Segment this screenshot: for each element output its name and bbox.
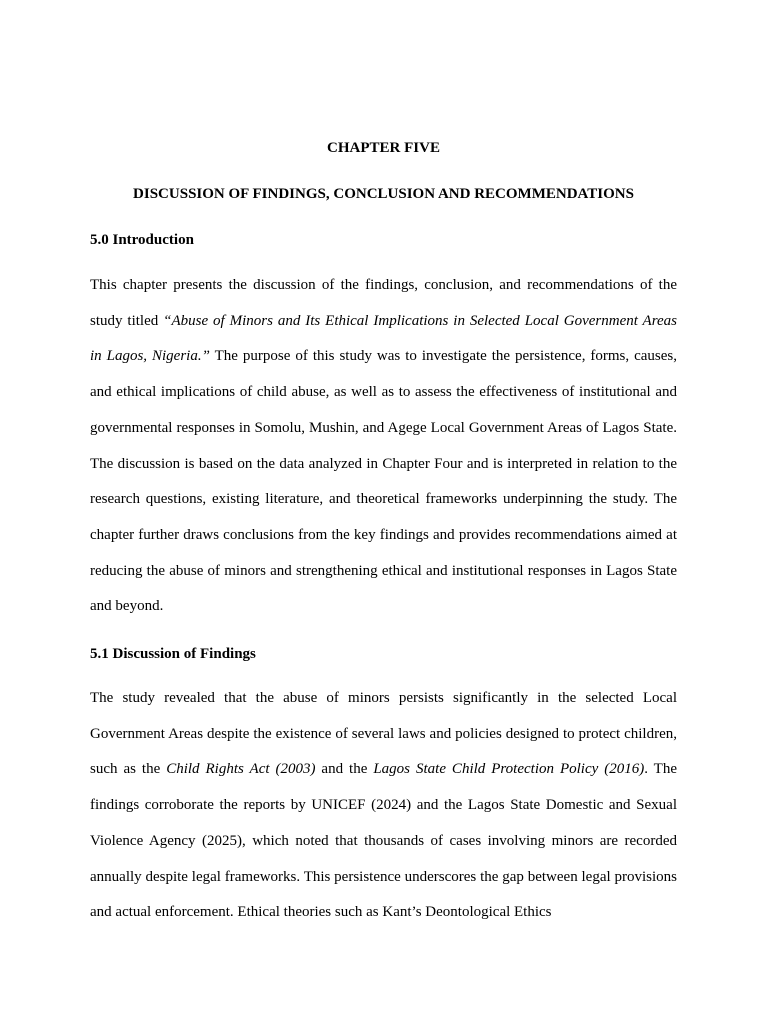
- paragraph-text: The purpose of this study was to investigate the persistence, forms, causes, and ethical implications of child abuse, as well as to assess the effectiveness of institutional and governmental responses in Somolu, Mushin, and Agege Local Government Areas of Lagos State. The discussion is based on the data analyzed in Chapter Four and is interpreted in relation to the research questions, existing literature, and theoretical frameworks underpinning the study. The chapter further draws conclusions from the key findings and provides recommendations aimed at reducing the abuse of minors and strengthening ethical and institutional responses in Lagos State and beyond.: [90, 348, 677, 615]
- discussion-paragraph: [90, 681, 677, 931]
- chapter-subtitle: DISCUSSION OF FINDINGS, CONCLUSION AND RECOMMENDATIONS: [133, 186, 634, 202]
- chapter-title: CHAPTER FIVE: [327, 140, 440, 156]
- introduction-paragraph: [90, 268, 677, 625]
- paragraph-text: The study revealed that the abuse of minors persists significantly in the selected Local Government Areas despite the existence of several laws and policies designed to protect children, such as the: [90, 690, 677, 778]
- paragraph-text: and the: [315, 761, 374, 778]
- child-rights-act-italic: Child Rights Act (2003): [166, 761, 316, 778]
- section-heading-introduction: 5.0 Introduction: [90, 232, 194, 248]
- section-heading-discussion: 5.1 Discussion of Findings: [90, 646, 256, 662]
- paragraph-text: . The findings corroborate the reports by UNICEF (2024) and the Lagos State Domestic and Sexual Violence Agency (2025), which noted that thousands of cases involving minors are recorded annually despite legal frameworks. This persistence underscores the gap between legal provisions and actual enforcement. Ethical theories such as Kant’s Deontological Ethics: [90, 761, 677, 921]
- study-title-italic: “Abuse of Minors and Its Ethical Implications in Selected Local Government Areas in Lagos, Nigeria.”: [90, 312, 677, 365]
- child-protection-policy-italic: Lagos State Child Protection Policy (2016): [373, 761, 645, 778]
- paragraph-text: This chapter presents the discussion of the findings, conclusion, and recommendations of the study titled: [90, 277, 677, 329]
